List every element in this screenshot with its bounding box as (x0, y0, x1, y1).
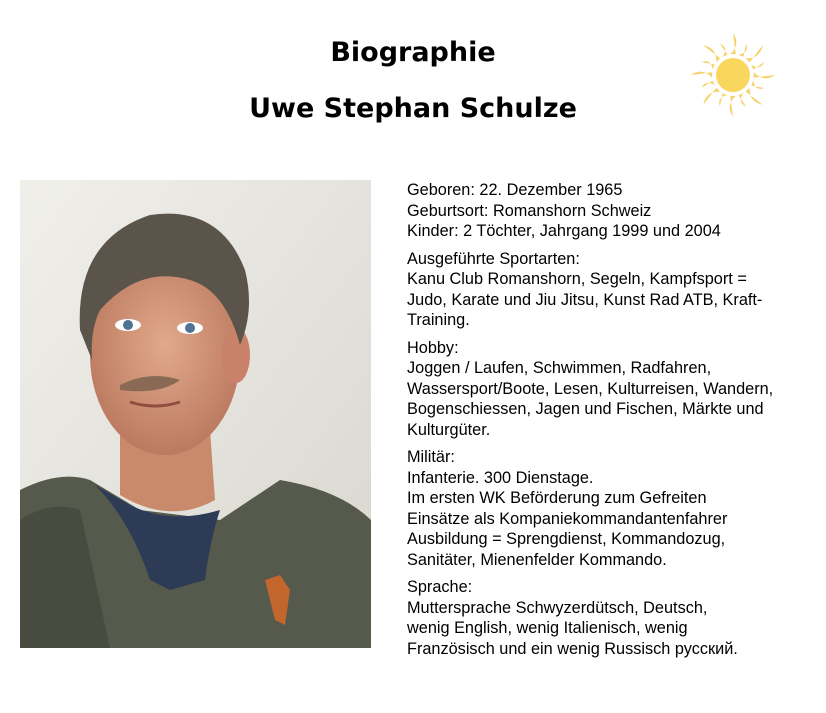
section-heading: Sprache: (407, 578, 473, 596)
sun-ray (720, 44, 728, 57)
sun-ray (746, 88, 763, 105)
portrait-photo (20, 180, 371, 648)
sun-ray (751, 62, 764, 70)
page-title: Biographie (330, 37, 496, 68)
children: Kinder: 2 Töchter, Jahrgang 1999 und 2004 (407, 222, 721, 240)
sun-ray (702, 80, 715, 88)
sun-ray (691, 72, 712, 78)
sun-ray (738, 93, 746, 106)
text-line: Joggen / Laufen, Schwimmen, Radfahren, (407, 359, 712, 377)
text-line: Einsätze als Kompaniekommandantenfahrer (407, 509, 728, 528)
text-line: Wassersport/Boote, Lesen, Kulturreisen, Wandern, (407, 379, 774, 398)
birth-place: Geburtsort: Romanshorn Schweiz (407, 201, 652, 220)
text-line: Im ersten WK Beförderung zum Gefreiten (407, 489, 707, 507)
text-line: Ausbildung = Sprengdienst, Kommandozug, (407, 530, 726, 548)
sun-ray (746, 45, 763, 62)
text-line: Kanu Club Romanshorn, Segeln, Kampfsport = (407, 270, 747, 288)
biography-text (407, 180, 822, 666)
sun-ray (730, 96, 736, 117)
hobby-section (407, 338, 822, 441)
sun-ray (703, 45, 720, 62)
text-line: Französisch und ein wenig Russisch русский. (407, 639, 738, 658)
personal-section (407, 180, 822, 242)
person-name: Uwe Stephan Schulze (249, 93, 577, 124)
sun-ray (738, 44, 746, 57)
language-section (407, 577, 822, 659)
military-section (407, 447, 822, 570)
section-heading: Militär: (407, 448, 455, 466)
sun-icon (688, 30, 778, 120)
sun-ray (703, 88, 720, 105)
text-line: Infanterie. 300 Dienstage. (407, 468, 594, 487)
sun-ray (702, 61, 715, 69)
text-line: Judo, Karate und Jiu Jitsu, Kunst Rad ATB, Kraft- (407, 290, 763, 309)
text-line: Kulturgüter. (407, 420, 491, 439)
section-heading: Ausgeführte Sportarten: (407, 249, 580, 268)
section-heading: Hobby: (407, 338, 459, 357)
text-line: Muttersprache Schwyzerdütsch, Deutsch, (407, 598, 708, 617)
text-line: wenig English, wenig Italienisch, wenig (407, 619, 688, 637)
sports-section (407, 249, 822, 331)
text-line: Training. (407, 311, 470, 329)
sun-ray (754, 72, 775, 78)
text-line: Bogenschiessen, Jagen und Fischen, Märkte und (407, 400, 764, 418)
text-line: Sanitäter, Mienenfelder Kommando. (407, 550, 667, 569)
sun-ray (730, 33, 736, 54)
birth-date: Geboren: 22. Dezember 1965 (407, 181, 623, 199)
sun-ray (719, 93, 727, 106)
sun-ray (751, 80, 764, 88)
